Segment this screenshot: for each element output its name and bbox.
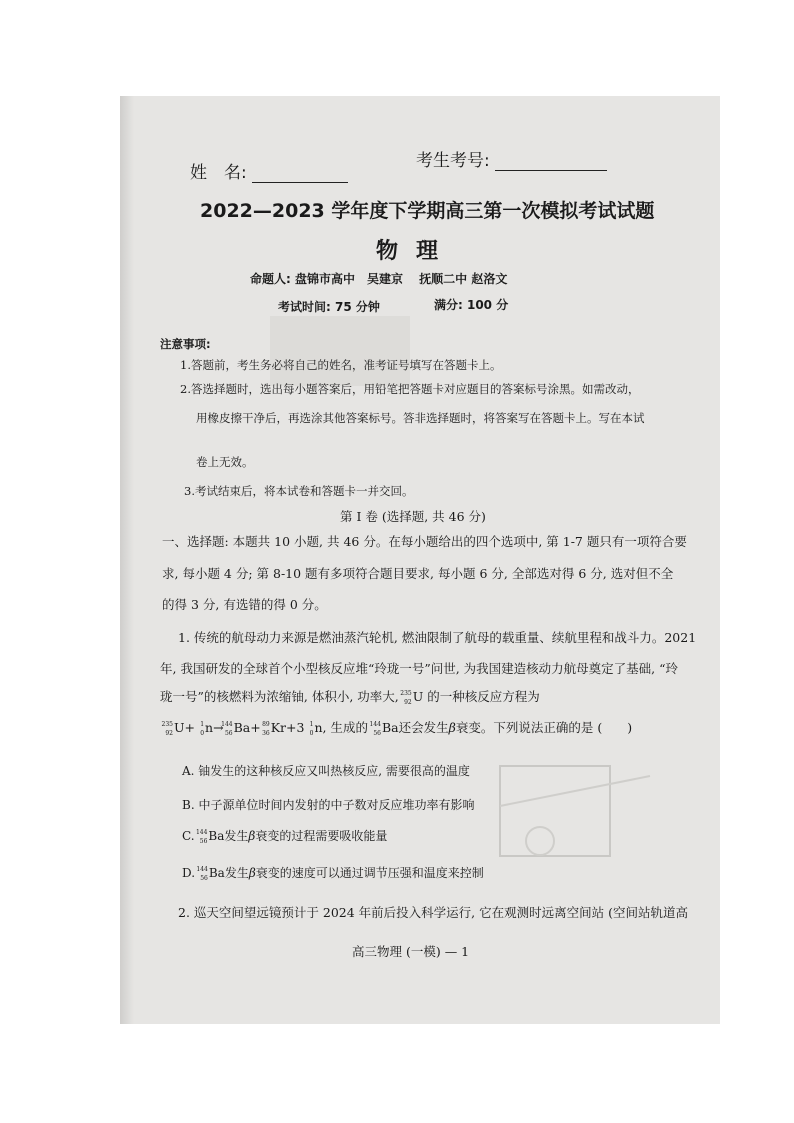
notice-item: 2.答选择题时，选出每小题答案后，用铅笔把答题卡对应题目的答案标号涂黑。如需改动，: [180, 382, 640, 396]
q1-line: 1. 传统的航母动力来源是燃油蒸汽轮机, 燃油限制了航母的载重量、续航里程和战斗力。2021: [178, 630, 697, 645]
q1-line: 年, 我国研发的全球首个小型核反应堆“玲珑一号”问世, 为我国建造核动力航母奠定了基础, “玲: [160, 661, 679, 676]
section-title: 第 I 卷 (选择题, 共 46 分): [340, 509, 486, 524]
section-instruction: 的得 3 分, 有选错的得 0 分。: [162, 597, 327, 612]
full-score: 满分: 100 分: [434, 298, 509, 312]
notice-item: 1.答题前，考生务必将自己的姓名，准考证号填写在答题卡上。: [180, 358, 502, 372]
notice-heading: 注意事项:: [160, 337, 211, 351]
q1-option-b: B. 中子源单位时间内发射的中子数对反应堆功率有影响: [182, 798, 475, 812]
q1-option-a: A. 铀发生的这种核反应又叫热核反应, 需要很高的温度: [182, 764, 470, 778]
exam-time: 考试时间: 75 分钟: [278, 300, 380, 314]
name-blank[interactable]: [252, 166, 348, 183]
notice-item: 3.考试结束后，将本试卷和答题卡一并交回。: [184, 484, 414, 498]
section-instruction: 一、选择题: 本题共 10 小题, 共 46 分。在每小题给出的四个选项中, 第 1-7 题只有一项符合要: [162, 534, 687, 549]
notice-item: 卷上无效。: [196, 455, 254, 469]
authors: 命题人: 盘锦市高中 吴建京 抚顺二中 赵洛文: [250, 272, 508, 286]
q1-option-c: C. 144 56 Ba发生β衰变的过程需要吸收能量: [182, 828, 388, 845]
exam-number-field: [416, 146, 607, 171]
notice-item: 用橡皮擦干净后，再选涂其他答案标号。答非选择题时，将答案写在答题卡上。写在本试: [196, 411, 645, 425]
subject-title: 物理: [376, 239, 457, 264]
q1-option-d: D. 144 56 Ba发生β衰变的速度可以通过调节压强和温度来控制: [182, 865, 484, 882]
q1-line-3: 珑一号”的核燃料为浓缩铀, 体积小, 功率大, 235 92 U 的一种核反应方程为: [160, 689, 540, 706]
show-through-diagram: [480, 746, 660, 876]
exam-number-blank[interactable]: [495, 154, 607, 171]
nuclide-u235: 235 92: [400, 689, 412, 706]
photo-edge-shadow: [120, 96, 134, 1024]
exam-number-label: 考生考号:: [416, 151, 490, 171]
name-label: 姓 名:: [190, 163, 247, 183]
section-instruction: 求, 每小题 4 分; 第 8-10 题有多项符合题目要求, 每小题 6 分, 全部选对得 6 分, 选对但不全: [162, 566, 674, 581]
page-footer: 高三物理 (一模) — 1: [352, 944, 470, 959]
nuclear-reaction-equation: 235 92 U+ 1 0 n→ 144 56 Ba+ 89 36 Kr+3 1 0 n, 生成的 144 56 Ba还会发生β衰变。下列说法正确的是 ( ): [161, 720, 633, 737]
exam-title: 2022—2023 学年度下学期高三第一次模拟考试试题: [200, 200, 655, 222]
q2-line: 2. 巡天空间望远镜预计于 2024 年前后投入科学运行, 它在观测时远离空间站 (空间站轨道高: [178, 905, 688, 920]
name-field: [190, 158, 348, 183]
